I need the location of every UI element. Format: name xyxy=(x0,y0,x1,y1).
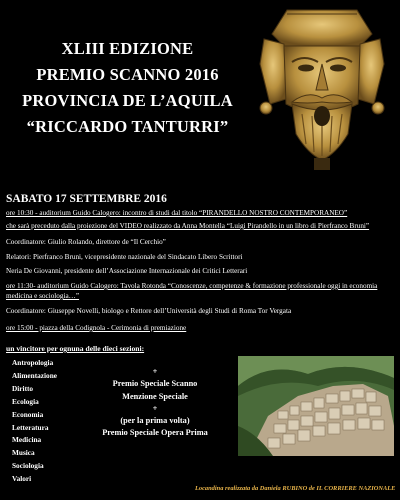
round-table-line2: medicina e sociologia…” xyxy=(6,292,80,300)
awards-title: un vincitore per ognuna delle dieci sezioni: xyxy=(6,344,145,353)
special-award-scanno: Premio Speciale Scanno xyxy=(112,379,198,389)
round-table-line1: ore 11:30- auditorium Guido Calogero: Tavola Rotonda “Conoscenze, competenze & formazione professionale oggi in economia xyxy=(6,282,378,290)
category-item: Diritto xyxy=(12,383,34,393)
category-item: Valori xyxy=(12,474,32,484)
category-item: Sociologia xyxy=(12,461,44,471)
header-titles xyxy=(0,36,255,140)
special-award-first-work: Premio Speciale Opera Prima xyxy=(102,428,208,438)
scanno-town-photo xyxy=(238,356,394,456)
golden-mask-image xyxy=(252,4,392,172)
award-categories-list xyxy=(12,357,57,486)
category-item: Antropologia xyxy=(12,358,54,367)
province-title: PROVINCIA DE L’AQUILA xyxy=(22,91,233,110)
first-time-note: (per la prima volta) xyxy=(120,416,190,426)
edition-title: XLIII EDIZIONE xyxy=(61,39,194,58)
speaker-de-giovanni: Neria De Giovanni, presidente dell’Associazione Internazionale dei Critici Letterari xyxy=(6,267,248,275)
plus-sign: + xyxy=(152,367,158,376)
plus-sign: + xyxy=(152,403,158,413)
category-item: Economia xyxy=(12,409,44,419)
morning-session-line2: che sarà preceduto dalla proiezione del VIDEO realizzato da Anna Montella “Luigi Pirandello in un libro di Pierfranco Bruni” xyxy=(6,222,370,230)
category-item: Letteratura xyxy=(12,422,49,432)
coordinator-morning: Coordinatore: Giulio Rolando, direttore de “Il Cerchio” xyxy=(6,238,166,246)
category-item: Medicina xyxy=(12,435,42,445)
prize-title: PREMIO SCANNO 2016 xyxy=(36,65,219,84)
category-item: Ecologia xyxy=(12,396,39,406)
special-mention: Menzione Speciale xyxy=(122,391,188,401)
special-awards xyxy=(80,366,230,440)
dedication-title: “RICCARDO TANTURRI” xyxy=(26,117,229,136)
ceremony-line: ore 15:00 - piazza della Codignola - Cerimonia di premiazione xyxy=(6,324,187,332)
poster-credit: Locandina realizzata da Daniela RUBINO de IL CORRIERE NAZIONALE xyxy=(195,485,396,492)
morning-session-line1: ore 10:30 - auditorium Guido Calogero: incontro di studi dal titolo “PIRANDELLO NOSTRO CONTEMPORANEO” xyxy=(6,209,348,217)
speaker-bruni: Relatori: Pierfranco Bruni, vicepresidente nazionale del Sindacato Libero Scrittori xyxy=(6,253,243,261)
category-item: Musica xyxy=(12,448,35,458)
event-date: SABATO 17 SETTEMBRE 2016 xyxy=(6,193,167,205)
category-item: Alimentazione xyxy=(12,370,57,380)
coordinator-round-table: Coordinatore: Giuseppe Novelli, biologo e Rettore dell’Università degli Studi di Roma Tor Vergata xyxy=(6,307,292,315)
